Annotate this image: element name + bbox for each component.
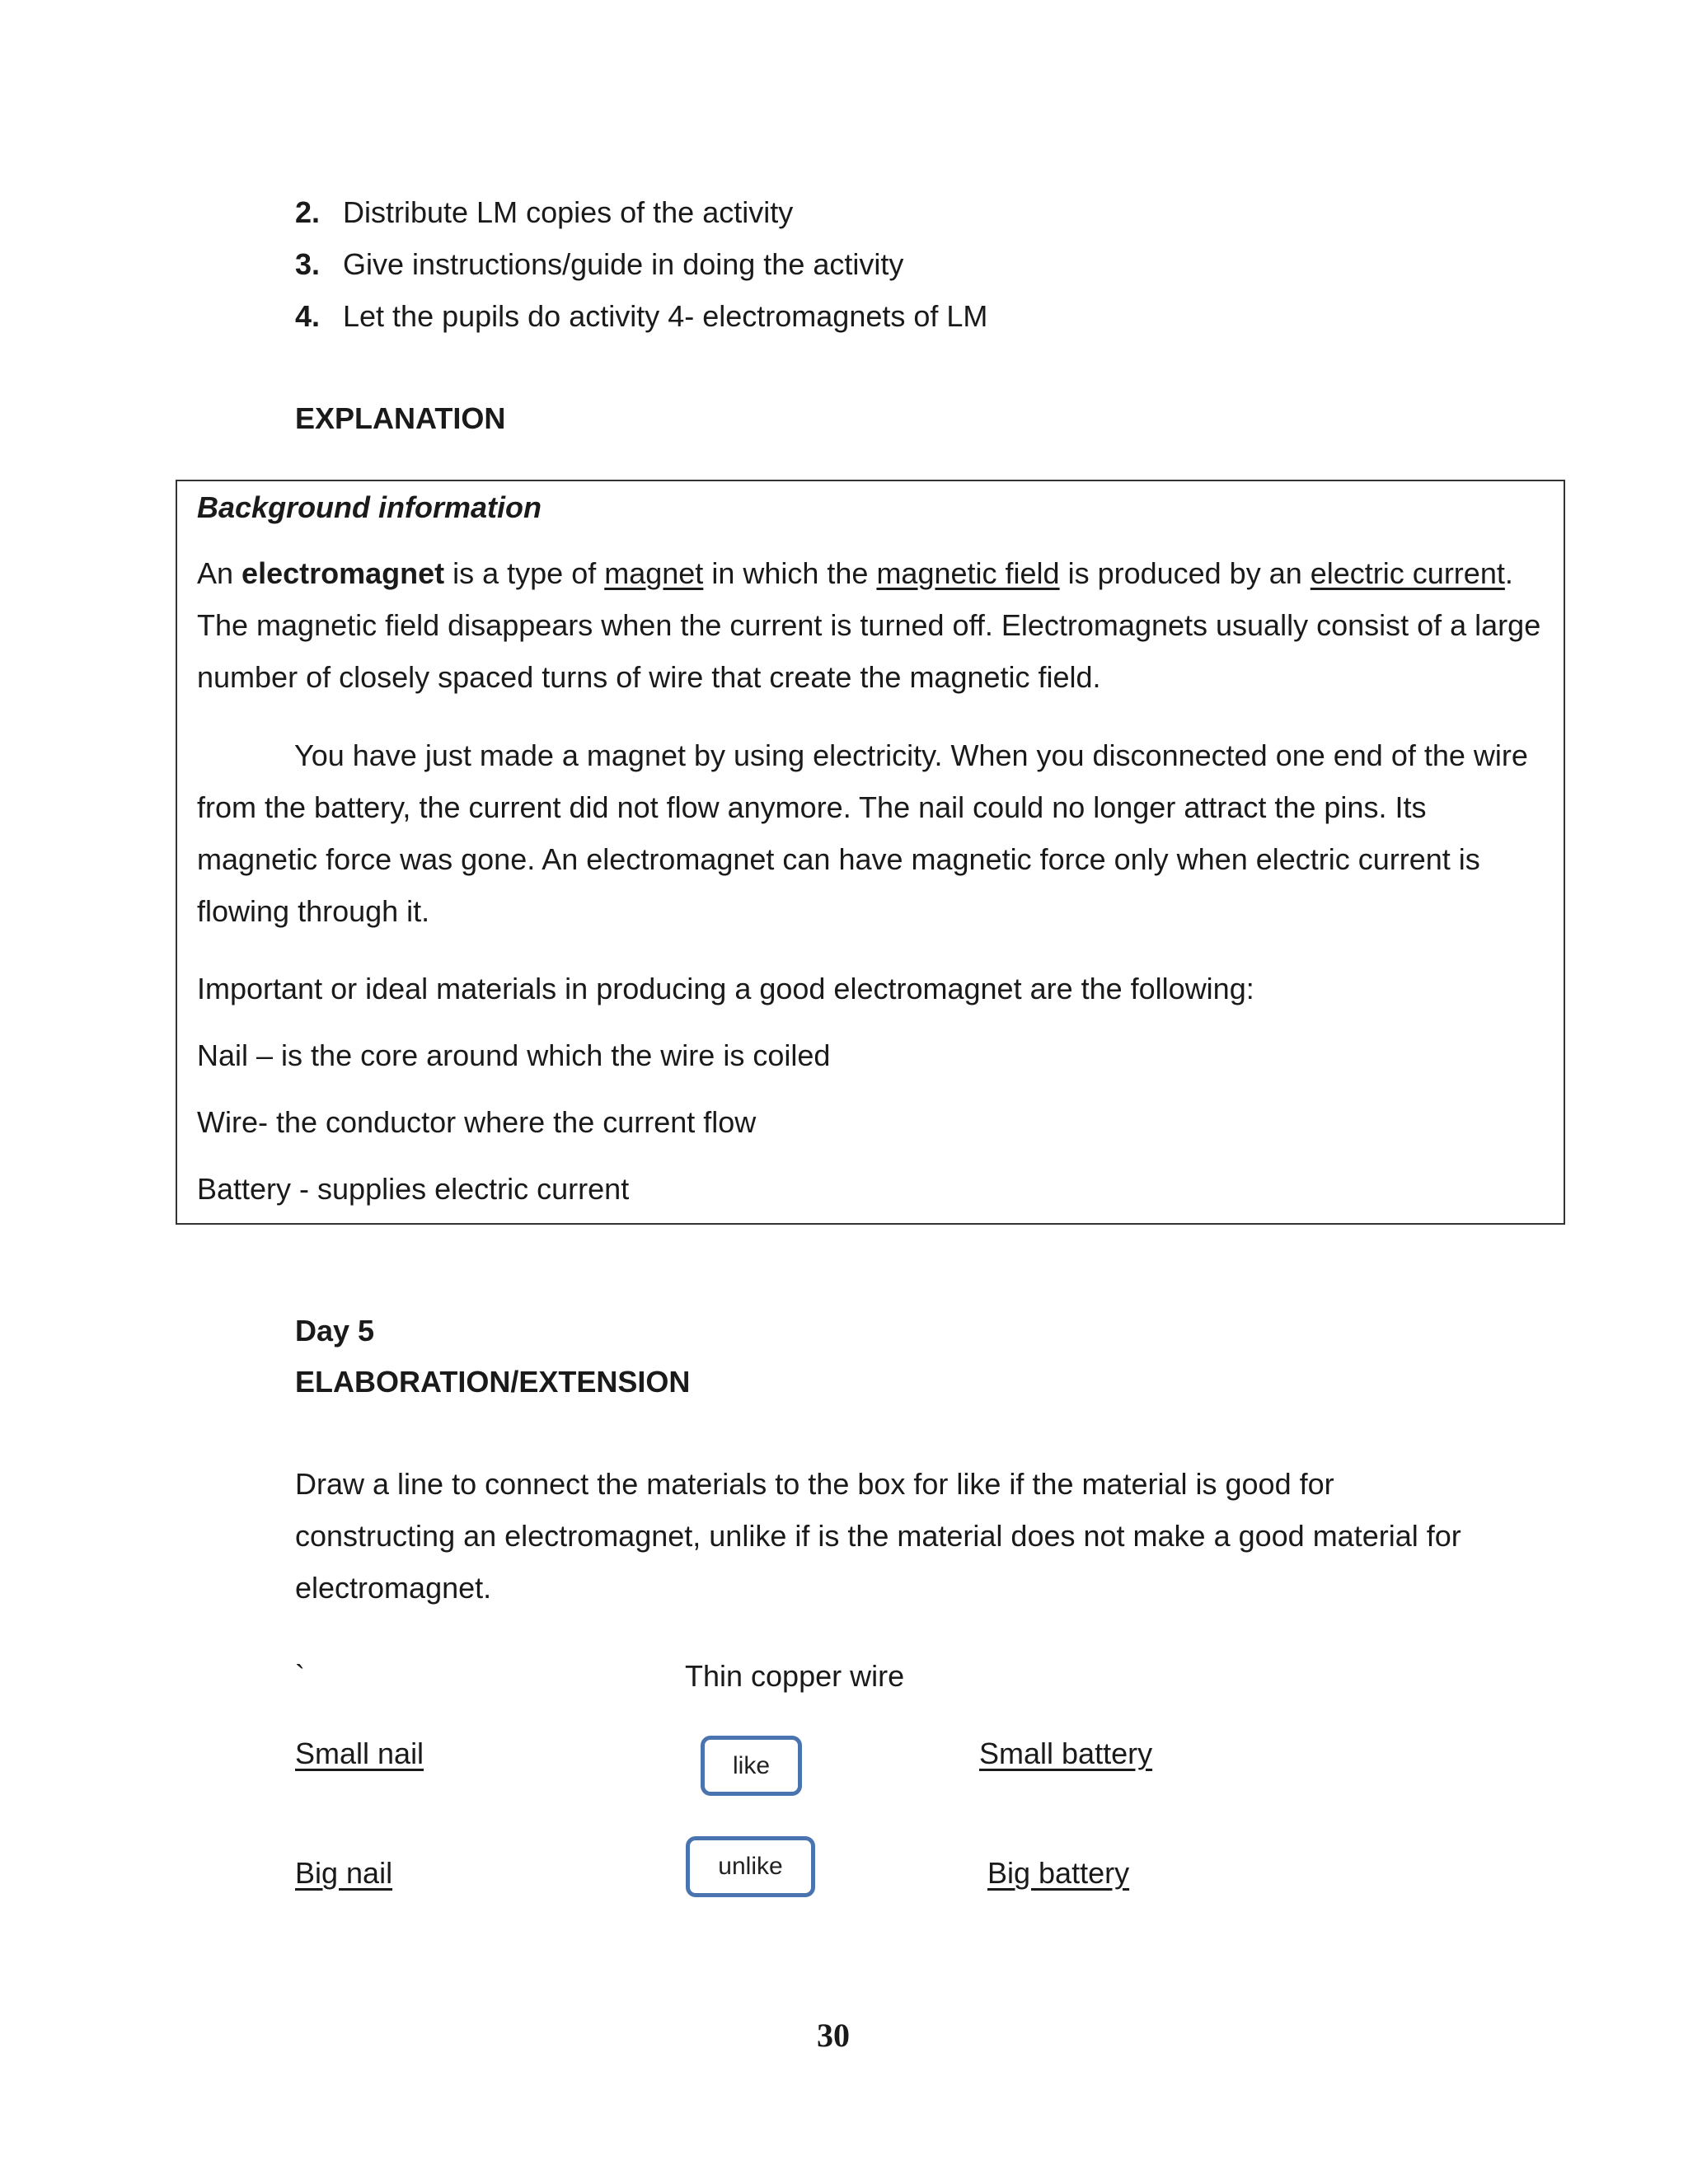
stray-backtick: ` xyxy=(295,1659,305,1693)
background-info-title: Background information xyxy=(197,490,542,524)
step-number: 3. xyxy=(295,247,321,281)
step-text: Let the pupils do activity 4- electromagnets of LM xyxy=(343,299,988,333)
instruction-text: Draw a line to connect the materials to the box for like if the material is good for constructing an electromagnet, unlike if is the material does not make a good material for electromagnet. xyxy=(295,1467,1461,1605)
link-electric-current: electric current xyxy=(1310,556,1505,590)
term-electromagnet: electromagnet xyxy=(241,556,445,590)
link-magnetic-field: magnetic field xyxy=(876,556,1060,590)
link-magnet: magnet xyxy=(604,556,704,590)
step-text: Give instructions/guide in doing the activity xyxy=(343,247,904,281)
step-number: 4. xyxy=(295,299,321,333)
step-text: Distribute LM copies of the activity xyxy=(343,195,794,229)
material-big-battery: Big battery xyxy=(987,1856,1130,1890)
text-run: is a type of xyxy=(444,556,605,590)
day-heading: Day 5 xyxy=(295,1314,375,1347)
background-paragraph-3: Important or ideal materials in producing a good electromagnet are the following: xyxy=(197,972,1254,1005)
text-run: is produced by an xyxy=(1059,556,1311,590)
material-small-battery: Small battery xyxy=(979,1736,1153,1770)
like-box[interactable]: like xyxy=(701,1736,802,1796)
step-item xyxy=(295,298,1449,350)
material-item-battery: Battery - supplies electric current xyxy=(197,1172,630,1206)
text-run: . xyxy=(1504,556,1513,590)
step-number: 2. xyxy=(295,195,321,229)
text-run: An xyxy=(197,556,242,590)
material-item-wire: Wire- the conductor where the current flow xyxy=(197,1105,757,1139)
explanation-heading: EXPLANATION xyxy=(295,401,506,435)
text-run: in which the xyxy=(703,556,877,590)
page-number: 30 xyxy=(817,2017,850,2054)
unlike-box[interactable]: unlike xyxy=(686,1836,815,1897)
material-big-nail: Big nail xyxy=(295,1856,393,1890)
text-run: The magnetic field disappears when the current is turned off. Electromagnets usually consist of a large number of closely spaced turns of wire that create the magnetic field. xyxy=(197,608,1541,694)
step-item xyxy=(295,194,1449,246)
material-small-nail: Small nail xyxy=(295,1736,424,1770)
background-paragraph-1 xyxy=(197,547,1549,703)
elaboration-heading: ELABORATION/EXTENSION xyxy=(295,1365,691,1399)
material-thin-copper-wire: Thin copper wire xyxy=(685,1659,905,1693)
step-list xyxy=(295,194,1449,350)
material-item-nail: Nail – is the core around which the wire is coiled xyxy=(197,1038,831,1072)
background-paragraph-2: You have just made a magnet by using electricity. When you disconnected one end of the wire from the battery, the current did not flow anymore. The nail could no longer attract the pins. Its magnetic force was gone. An electromagnet can have magnetic force only when electric current is flowing through it. xyxy=(197,738,1528,928)
step-item xyxy=(295,246,1449,298)
